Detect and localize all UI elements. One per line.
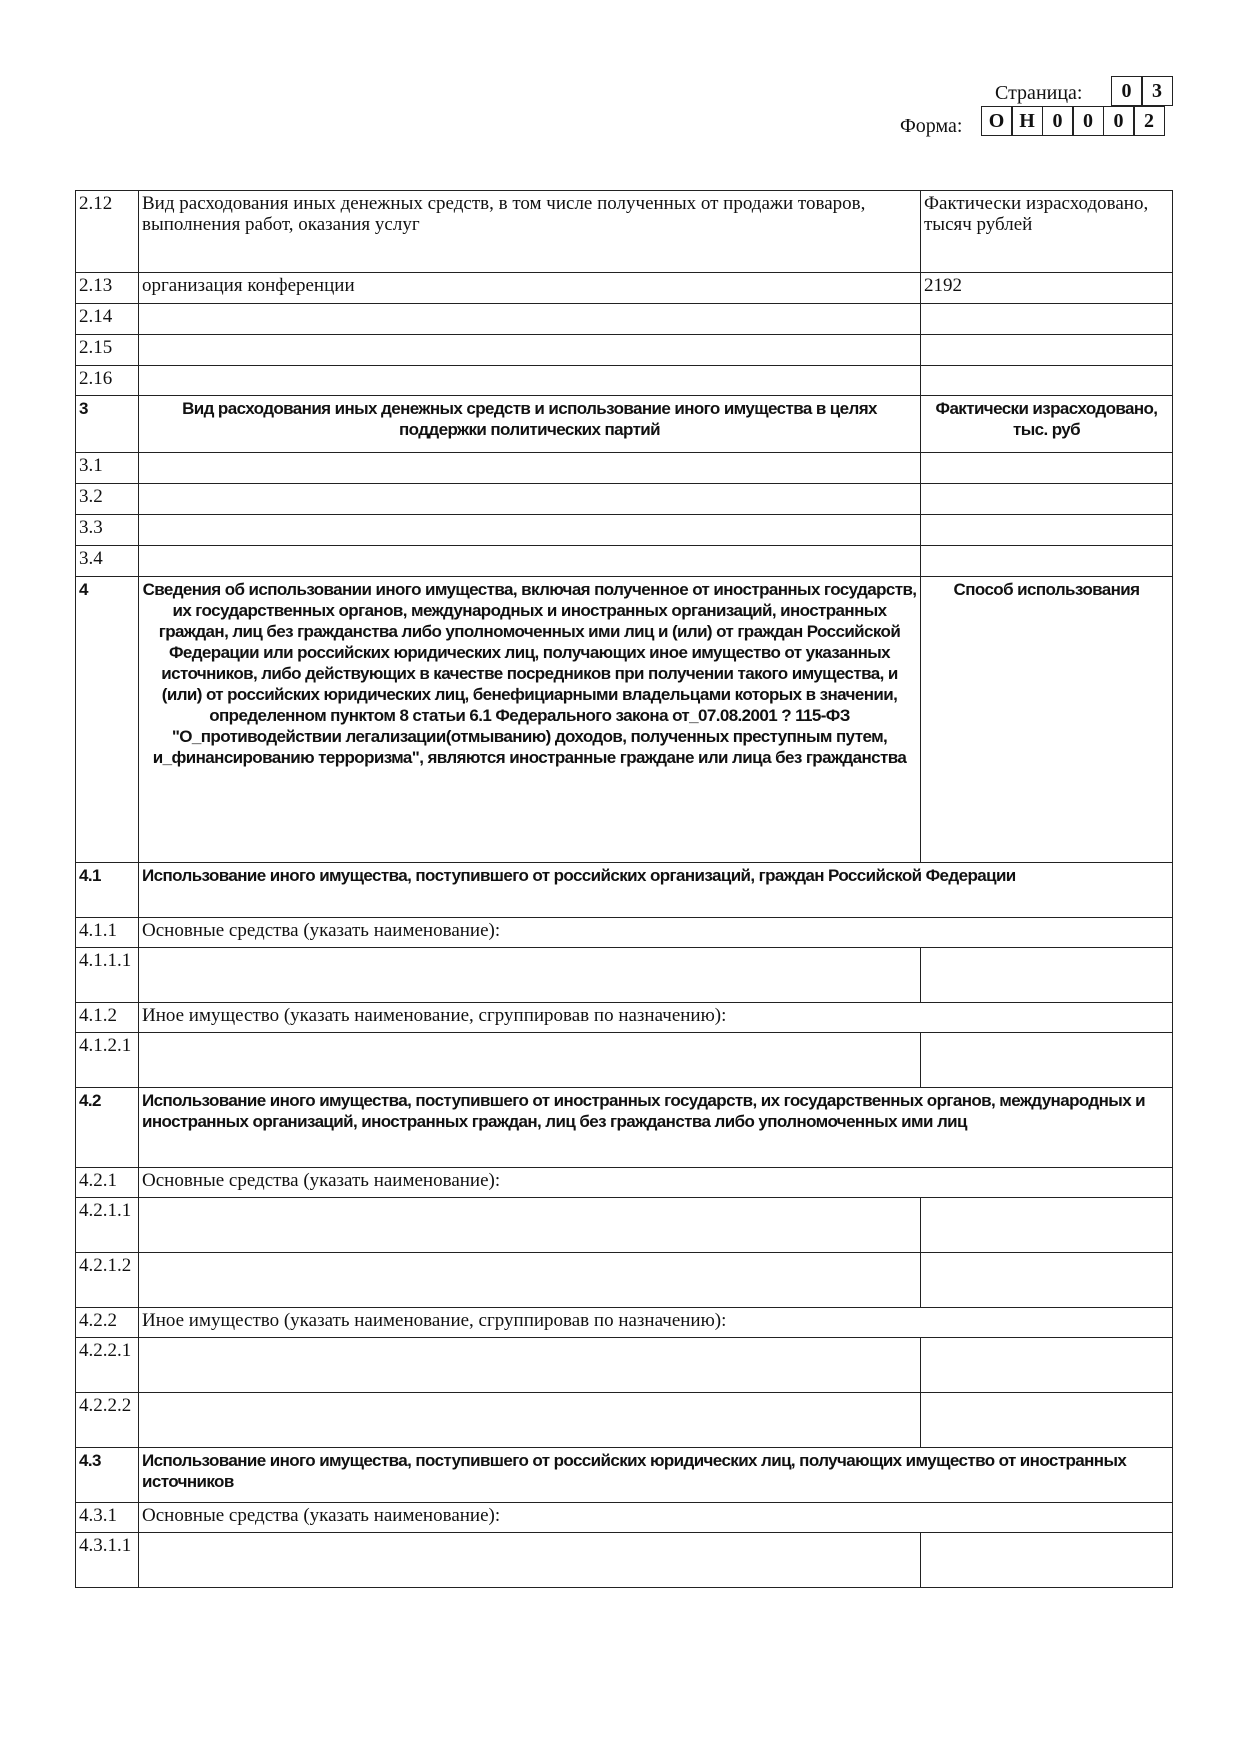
row-number: 4.2.1 [76,1168,139,1198]
row-description: Иное имущество (указать наименование, сгруппировав по назначению): [139,1003,1173,1033]
row-number: 2.14 [76,304,139,335]
row-description[interactable] [139,1533,921,1588]
row-number: 4.1.2.1 [76,1033,139,1088]
table-row [76,1003,1173,1033]
row-value[interactable] [921,1338,1173,1393]
row-value[interactable] [921,1253,1173,1308]
page-digit: 0 [1111,76,1143,106]
row-description[interactable] [139,304,921,335]
row-description[interactable] [139,1393,921,1448]
row-number: 4.3.1 [76,1503,139,1533]
row-value[interactable] [921,1393,1173,1448]
row-number: 4.2.2 [76,1308,139,1338]
row-number: 2.15 [76,335,139,366]
table-row [76,515,1173,546]
page-number-boxes [1112,76,1173,106]
table-row [76,1198,1173,1253]
table-row [76,1338,1173,1393]
row-value[interactable]: Способ использования [921,577,1173,863]
form-digit: 0 [1072,106,1104,136]
row-number: 4.2.1.2 [76,1253,139,1308]
row-value[interactable]: Фактически израсходовано, тыс. руб [921,396,1173,453]
table-row [76,453,1173,484]
table-row [76,1533,1173,1588]
table-row [76,1448,1173,1503]
row-description[interactable] [139,948,921,1003]
row-value[interactable] [921,453,1173,484]
table-row [76,1033,1173,1088]
row-number: 4.1.1.1 [76,948,139,1003]
table-row [76,484,1173,515]
row-description[interactable] [139,1033,921,1088]
row-description[interactable] [139,366,921,396]
page-label: Страница: [995,82,1083,104]
form-digit: О [981,106,1013,136]
form-label: Форма: [900,115,963,137]
row-description: Использование иного имущества, поступившего от иностранных государств, их государственных органов, международных и иностранных организаций, иностранных граждан, лиц без гражданства либо уполномоченных ими лиц [139,1088,1173,1168]
row-number: 2.12 [76,191,139,273]
row-description[interactable] [139,335,921,366]
row-number: 4.2.2.2 [76,1393,139,1448]
form-code-boxes [982,106,1165,136]
form-digit: 2 [1133,106,1165,136]
row-value[interactable] [921,515,1173,546]
row-value[interactable]: 2192 [921,273,1173,304]
table-row [76,577,1173,863]
row-number: 4.2 [76,1088,139,1168]
table-row [76,948,1173,1003]
row-number: 3 [76,396,139,453]
form-digit: 0 [1042,106,1074,136]
row-value[interactable] [921,484,1173,515]
row-value[interactable] [921,1033,1173,1088]
row-description: Использование иного имущества, поступившего от российских юридических лиц, получающих имущество от иностранных источников [139,1448,1173,1503]
row-description[interactable] [139,515,921,546]
form-digit: Н [1011,106,1043,136]
row-description: Вид расходования иных денежных средств, в том числе полученных от продажи товаров, выполнения работ, оказания услуг [139,191,921,273]
row-description: организация конференции [139,273,921,304]
row-number: 2.13 [76,273,139,304]
row-number: 4.2.1.1 [76,1198,139,1253]
row-description: Использование иного имущества, поступившего от российских организаций, граждан Российской Федерации [139,863,1173,918]
table-row [76,304,1173,335]
row-value[interactable] [921,304,1173,335]
row-value[interactable] [921,948,1173,1003]
row-value[interactable]: Фактически израсходовано, тысяч рублей [921,191,1173,273]
table-row [76,1503,1173,1533]
row-description[interactable] [139,1198,921,1253]
row-number: 3.1 [76,453,139,484]
table-row [76,366,1173,396]
row-description[interactable] [139,484,921,515]
table-row [76,546,1173,577]
row-number: 4.3 [76,1448,139,1503]
row-description: Основные средства (указать наименование): [139,918,1173,948]
table-row [76,863,1173,918]
table-row [76,396,1173,453]
row-description[interactable] [139,453,921,484]
row-value[interactable] [921,366,1173,396]
row-number: 3.2 [76,484,139,515]
table-row [76,273,1173,304]
row-number: 4.2.2.1 [76,1338,139,1393]
row-description: Основные средства (указать наименование): [139,1503,1173,1533]
row-description[interactable] [139,1338,921,1393]
table-row [76,918,1173,948]
row-description[interactable] [139,1253,921,1308]
row-value[interactable] [921,1198,1173,1253]
row-value[interactable] [921,1533,1173,1588]
page-digit: 3 [1141,76,1173,106]
row-description: Сведения об использовании иного имущества, включая полученное от иностранных государств, их государственных органов, международных и иностранных организаций, иностранных граждан, лиц без гражданства либо уполномоченных ими лиц и (или) от граждан Российской Федерации или российских юридических лиц, получающих иное имущество от указанных источников, либо действующих в качестве посредников при получении такого имущества, и (или) от российских юридических лиц, бенефициарными владельцами которых в значении, определенном пунктом 8 статьи 6.1 Федерального закона от_07.08.2001 ? 115-ФЗ "О_противодействии легализации(отмыванию) доходов, полученных преступным путем, и_финансированию терроризма", являются иностранные граждане или лица без гражданства [139,577,921,863]
row-description: Иное имущество (указать наименование, сгруппировав по назначению): [139,1308,1173,1338]
row-number: 4.1.2 [76,1003,139,1033]
table-row [76,1168,1173,1198]
row-value[interactable] [921,546,1173,577]
table-row [76,1088,1173,1168]
table-row [76,191,1173,273]
row-number: 4 [76,577,139,863]
row-number: 4.1 [76,863,139,918]
table-row [76,335,1173,366]
table-row [76,1308,1173,1338]
report-table [75,190,1173,1588]
form-digit: 0 [1103,106,1135,136]
row-value[interactable] [921,335,1173,366]
table-row [76,1393,1173,1448]
row-description: Вид расходования иных денежных средств и использование иного имущества в целях поддержки политических партий [139,396,921,453]
row-number: 4.1.1 [76,918,139,948]
row-number: 4.3.1.1 [76,1533,139,1588]
row-number: 3.4 [76,546,139,577]
row-number: 3.3 [76,515,139,546]
row-number: 2.16 [76,366,139,396]
row-description[interactable] [139,546,921,577]
row-description: Основные средства (указать наименование): [139,1168,1173,1198]
table-row [76,1253,1173,1308]
